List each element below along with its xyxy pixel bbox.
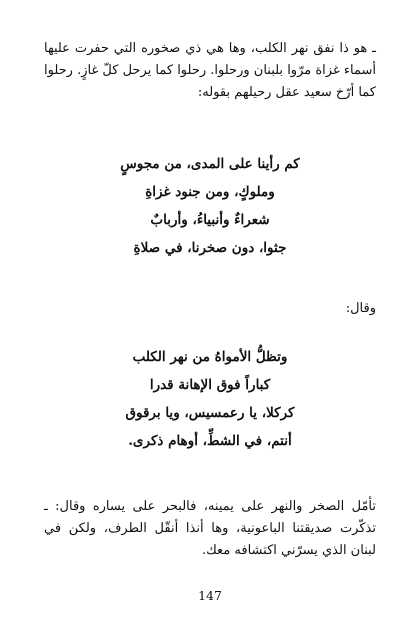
said-label: وقال: <box>345 301 376 316</box>
verse-line: جثوا، دون صخرنا، في صلاةِ <box>133 240 287 256</box>
verse-line: كباراً فوق الإهانة قدرا <box>149 377 271 393</box>
closing-paragraph: تأمّل الصخر والنهر على يمينه، فالبحر على يساره وقال: ـ تذكّرت صديقتنا الباعونية، وها أنذا أنقّل الطرف، ولكن في لبنان الذي يسرّني اكتشافه معك. <box>44 499 376 558</box>
verse-line: كم رأينا على المدى، من مجوسٍ <box>120 156 300 172</box>
poem-stanza-1 <box>44 150 376 262</box>
verse-line: أنتم، في الشطِّ، أوهام ذكرى. <box>128 433 292 449</box>
opening-paragraph: ـ هو ذا نفق نهر الكلب، وها هي ذي صخوره التي حفرت عليها أسماء غزاة مرّوا بلبنان ورحلوا. رحلوا كما يرحل كلّ غازٍ. رحلوا كما أرّخ سعيد عقل رحيلهم بقوله: <box>44 41 376 100</box>
verse-line: وملوكٍ، ومن جنود غزاةِ <box>145 184 275 200</box>
verse-line: شعراءٌ وأنبياءُ، وأربابٌ <box>150 212 270 228</box>
verse-line: كركلا، يا رعمسيس، ويا برقوق <box>125 405 295 421</box>
page-number: 147 <box>198 588 222 603</box>
verse-line: وتظلُّ الأمواهُ من نهر الكلب <box>132 349 288 365</box>
poem-stanza-2 <box>44 343 376 455</box>
